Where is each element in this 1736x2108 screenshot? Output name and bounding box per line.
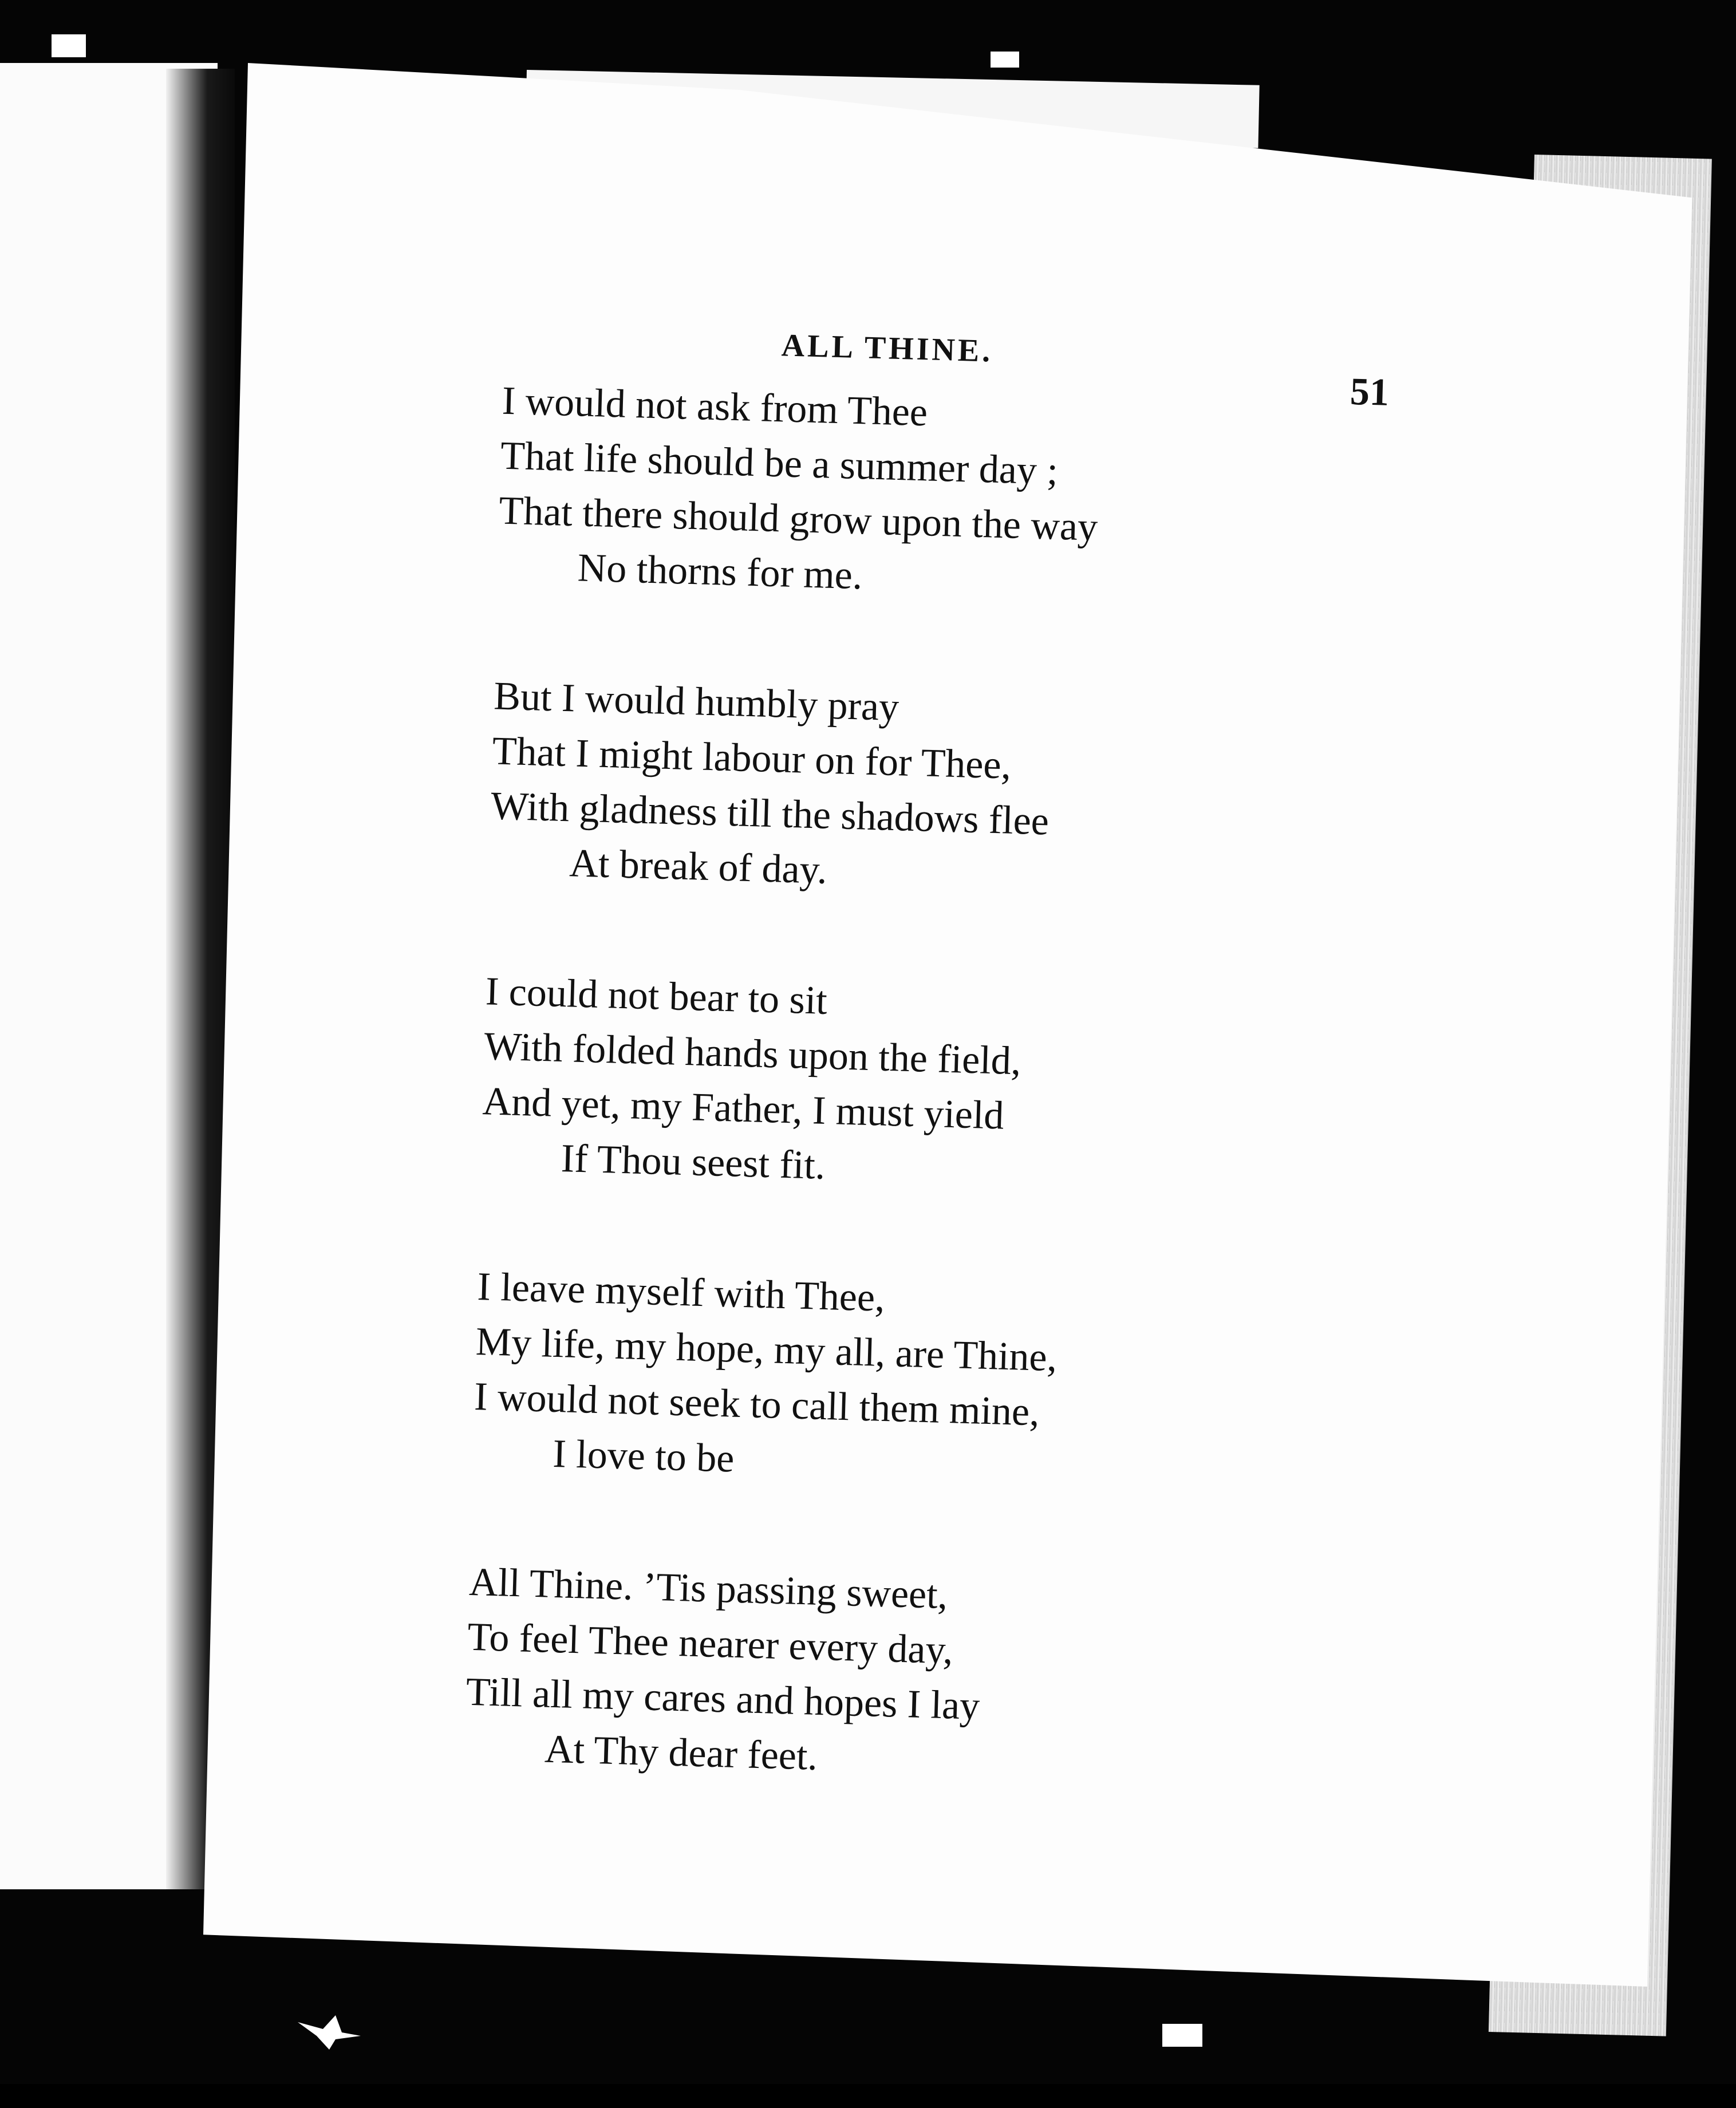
- poem: [461, 374, 1361, 1874]
- poem-line-indented: I love to be: [552, 1431, 735, 1481]
- poem-line: I leave myself with Thee,: [476, 1265, 886, 1320]
- poem-line: My life, my hope, my all, are Thine,: [475, 1320, 1058, 1380]
- running-head: ALL THINE.: [780, 327, 994, 369]
- stanza-3: [480, 964, 1345, 1208]
- poem-line: I would not seek to call them mine,: [474, 1374, 1040, 1435]
- stanza-5: [464, 1555, 1328, 1799]
- poem-line: With folded hands upon the field,: [483, 1024, 1022, 1084]
- poem-line: I could not bear to sit: [485, 969, 828, 1023]
- poem-line: But I would humbly pray: [493, 674, 900, 730]
- page-number: 51: [1349, 369, 1390, 414]
- stanza-1: [497, 374, 1362, 618]
- poem-line: To feel Thee nearer every day,: [467, 1614, 954, 1673]
- poem-line: That life should be a summer day ;: [500, 433, 1059, 494]
- poem-line-indented: At Thy dear feet.: [544, 1727, 818, 1779]
- poem-line-indented: At break of day.: [569, 841, 828, 893]
- poem-line-indented: If Thou seest fit.: [560, 1136, 826, 1188]
- poem-line: That there should grow upon the way: [498, 488, 1099, 550]
- poem-line: All Thine. ’Tis passing sweet,: [468, 1560, 949, 1618]
- stanza-4: [472, 1260, 1336, 1503]
- poem-line-indented: No thorns for me.: [577, 546, 863, 598]
- poem-line: Till all my cares and hopes I lay: [465, 1669, 981, 1728]
- poem-line: And yet, my Father, I must yield: [482, 1079, 1005, 1138]
- stanza-2: [488, 669, 1353, 913]
- poem-line: That I might labour on for Thee,: [491, 729, 1012, 788]
- poem-line: With gladness till the shadows flee: [490, 784, 1050, 844]
- poem-line: I would not ask from Thee: [501, 378, 929, 435]
